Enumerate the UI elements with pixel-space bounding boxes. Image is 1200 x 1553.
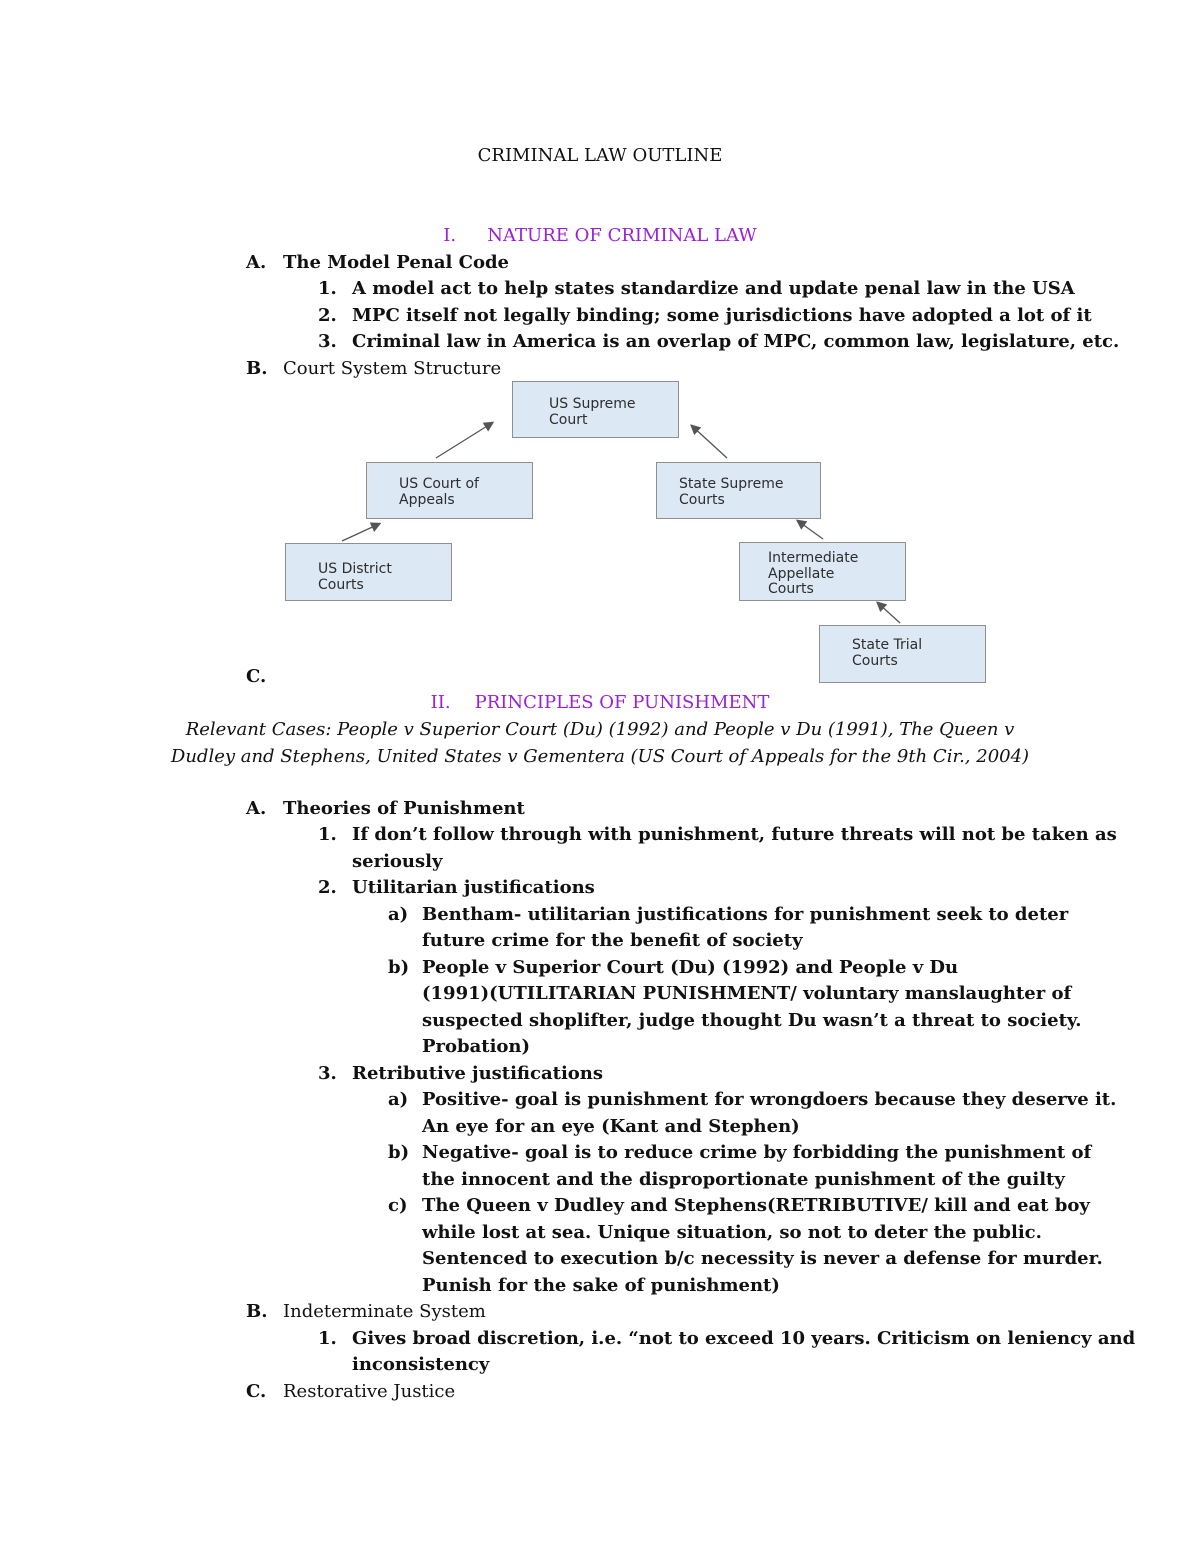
outline-text: Positive- goal is punishment for wrongdoers because they deserve it. [422, 1089, 1117, 1110]
outline-label: 3. [318, 1063, 337, 1084]
outline-text: Bentham- utilitarian justifications for punishment seek to deter [422, 904, 1069, 925]
outline-label: a) [388, 904, 409, 925]
outline-text: Court System Structure [283, 358, 502, 379]
outline-item [388, 904, 1068, 925]
outline-item [318, 824, 1117, 845]
outline-text: Gives broad discretion, i.e. “not to exceed 10 years. Criticism on leniency and [352, 1328, 1136, 1349]
outline-label: 2. [318, 877, 337, 898]
outline-text: MPC itself not legally binding; some jurisdictions have adopted a lot of it [352, 305, 1092, 326]
outline-label: 3. [318, 331, 337, 352]
outline-label: 1. [318, 824, 337, 845]
arrow-district-to-appeals [342, 524, 379, 541]
outline-text-continuation: seriously [352, 851, 443, 872]
outline-text-continuation: Punish for the sake of punishment) [422, 1275, 780, 1296]
outline-text-continuation: Probation) [422, 1036, 531, 1057]
outline-text-continuation: the innocent and the disproportionate punishment of the guilty [422, 1169, 1065, 1190]
section-2-heading [0, 692, 1200, 713]
outline-text: A model act to help states standardize and update penal law in the USA [352, 278, 1075, 299]
outline-item [246, 1381, 455, 1402]
outline-item [388, 1142, 1091, 1163]
outline-label: 2. [318, 305, 337, 326]
outline-text: People v Superior Court (Du) (1992) and People v Du [422, 957, 959, 978]
box-state-trial-courts: State Trial Courts [819, 625, 986, 683]
outline-label: 1. [318, 1328, 337, 1349]
outline-label: B. [246, 1301, 268, 1322]
outline-label: 1. [318, 278, 337, 299]
section-2-title: PRINCIPLES OF PUNISHMENT [474, 692, 770, 713]
box-us-court-of-appeals: US Court of Appeals [366, 462, 533, 519]
section-1-number: I. [443, 225, 457, 246]
outline-label: a) [388, 1089, 409, 1110]
outline-text-continuation: suspected shoplifter, judge thought Du wasn’t a threat to society. [422, 1010, 1082, 1031]
arrow-intermediate-to-statesupreme [798, 521, 823, 539]
relevant-cases-line: Relevant Cases: People v Superior Court (Du) (1992) and People v Du (1991), The Queen v [185, 719, 1015, 740]
outline-label: b) [388, 957, 410, 978]
arrow-statesupreme-to-supreme [692, 426, 727, 458]
outline-text: The Queen v Dudley and Stephens(RETRIBUTIVE/ kill and eat boy [422, 1195, 1090, 1216]
outline-text: Theories of Punishment [283, 798, 525, 819]
outline-item [246, 1301, 486, 1322]
outline-text: If don’t follow through with punishment, future threats will not be taken as [352, 824, 1117, 845]
outline-text: Restorative Justice [283, 1381, 456, 1402]
box-intermediate-appellate-courts: Intermediate Appellate Courts [739, 542, 906, 601]
outline-item [388, 1195, 1090, 1216]
box-us-supreme-court: US Supreme Court [512, 381, 679, 438]
outline-item [318, 1328, 1135, 1349]
outline-item [318, 1063, 603, 1084]
outline-text-continuation: An eye for an eye (Kant and Stephen) [422, 1116, 800, 1137]
outline-item [388, 957, 958, 978]
outline-text: Negative- goal is to reduce crime by forbidding the punishment of [422, 1142, 1092, 1163]
outline-text-continuation: while lost at sea. Unique situation, so not to deter the public. [422, 1222, 1042, 1243]
relevant-cases-line: Dudley and Stephens, United States v Gementera (US Court of Appeals for the 9th Cir., 2004) [170, 746, 1030, 767]
outline-text: Indeterminate System [283, 1301, 486, 1322]
document-title: CRIMINAL LAW OUTLINE [477, 145, 723, 166]
outline-item [246, 798, 525, 819]
outline-label: b) [388, 1142, 410, 1163]
box-state-supreme-courts: State Supreme Courts [656, 462, 821, 519]
box-us-district-courts: US District Courts [285, 543, 452, 601]
section-2-number: II. [430, 692, 451, 713]
outline-label: c) [388, 1195, 408, 1216]
arrow-appeals-to-supreme [436, 423, 492, 458]
arrow-trial-to-intermediate [878, 603, 900, 623]
outline-text-continuation: (1991)(UTILITARIAN PUNISHMENT/ voluntary manslaughter of [422, 983, 1072, 1004]
outline-text: The Model Penal Code [283, 252, 510, 273]
outline-item [246, 666, 283, 687]
outline-text: Utilitarian justifications [352, 877, 595, 898]
outline-text-continuation: Sentenced to execution b/c necessity is never a defense for murder. [422, 1248, 1103, 1269]
outline-label: C. [246, 666, 267, 687]
outline-item [318, 877, 595, 898]
section-1-title: NATURE OF CRIMINAL LAW [487, 225, 757, 246]
outline-label: A. [246, 798, 267, 819]
outline-label: B. [246, 358, 268, 379]
outline-item [388, 1089, 1116, 1110]
outline-text: Criminal law in America is an overlap of MPC, common law, legislature, etc. [352, 331, 1120, 352]
outline-label: C. [246, 1381, 267, 1402]
outline-label: A. [246, 252, 267, 273]
outline-text: Retributive justifications [352, 1063, 604, 1084]
outline-text-continuation: future crime for the benefit of society [422, 930, 803, 951]
diagram-arrows [0, 0, 1200, 700]
outline-text-continuation: inconsistency [352, 1354, 490, 1375]
